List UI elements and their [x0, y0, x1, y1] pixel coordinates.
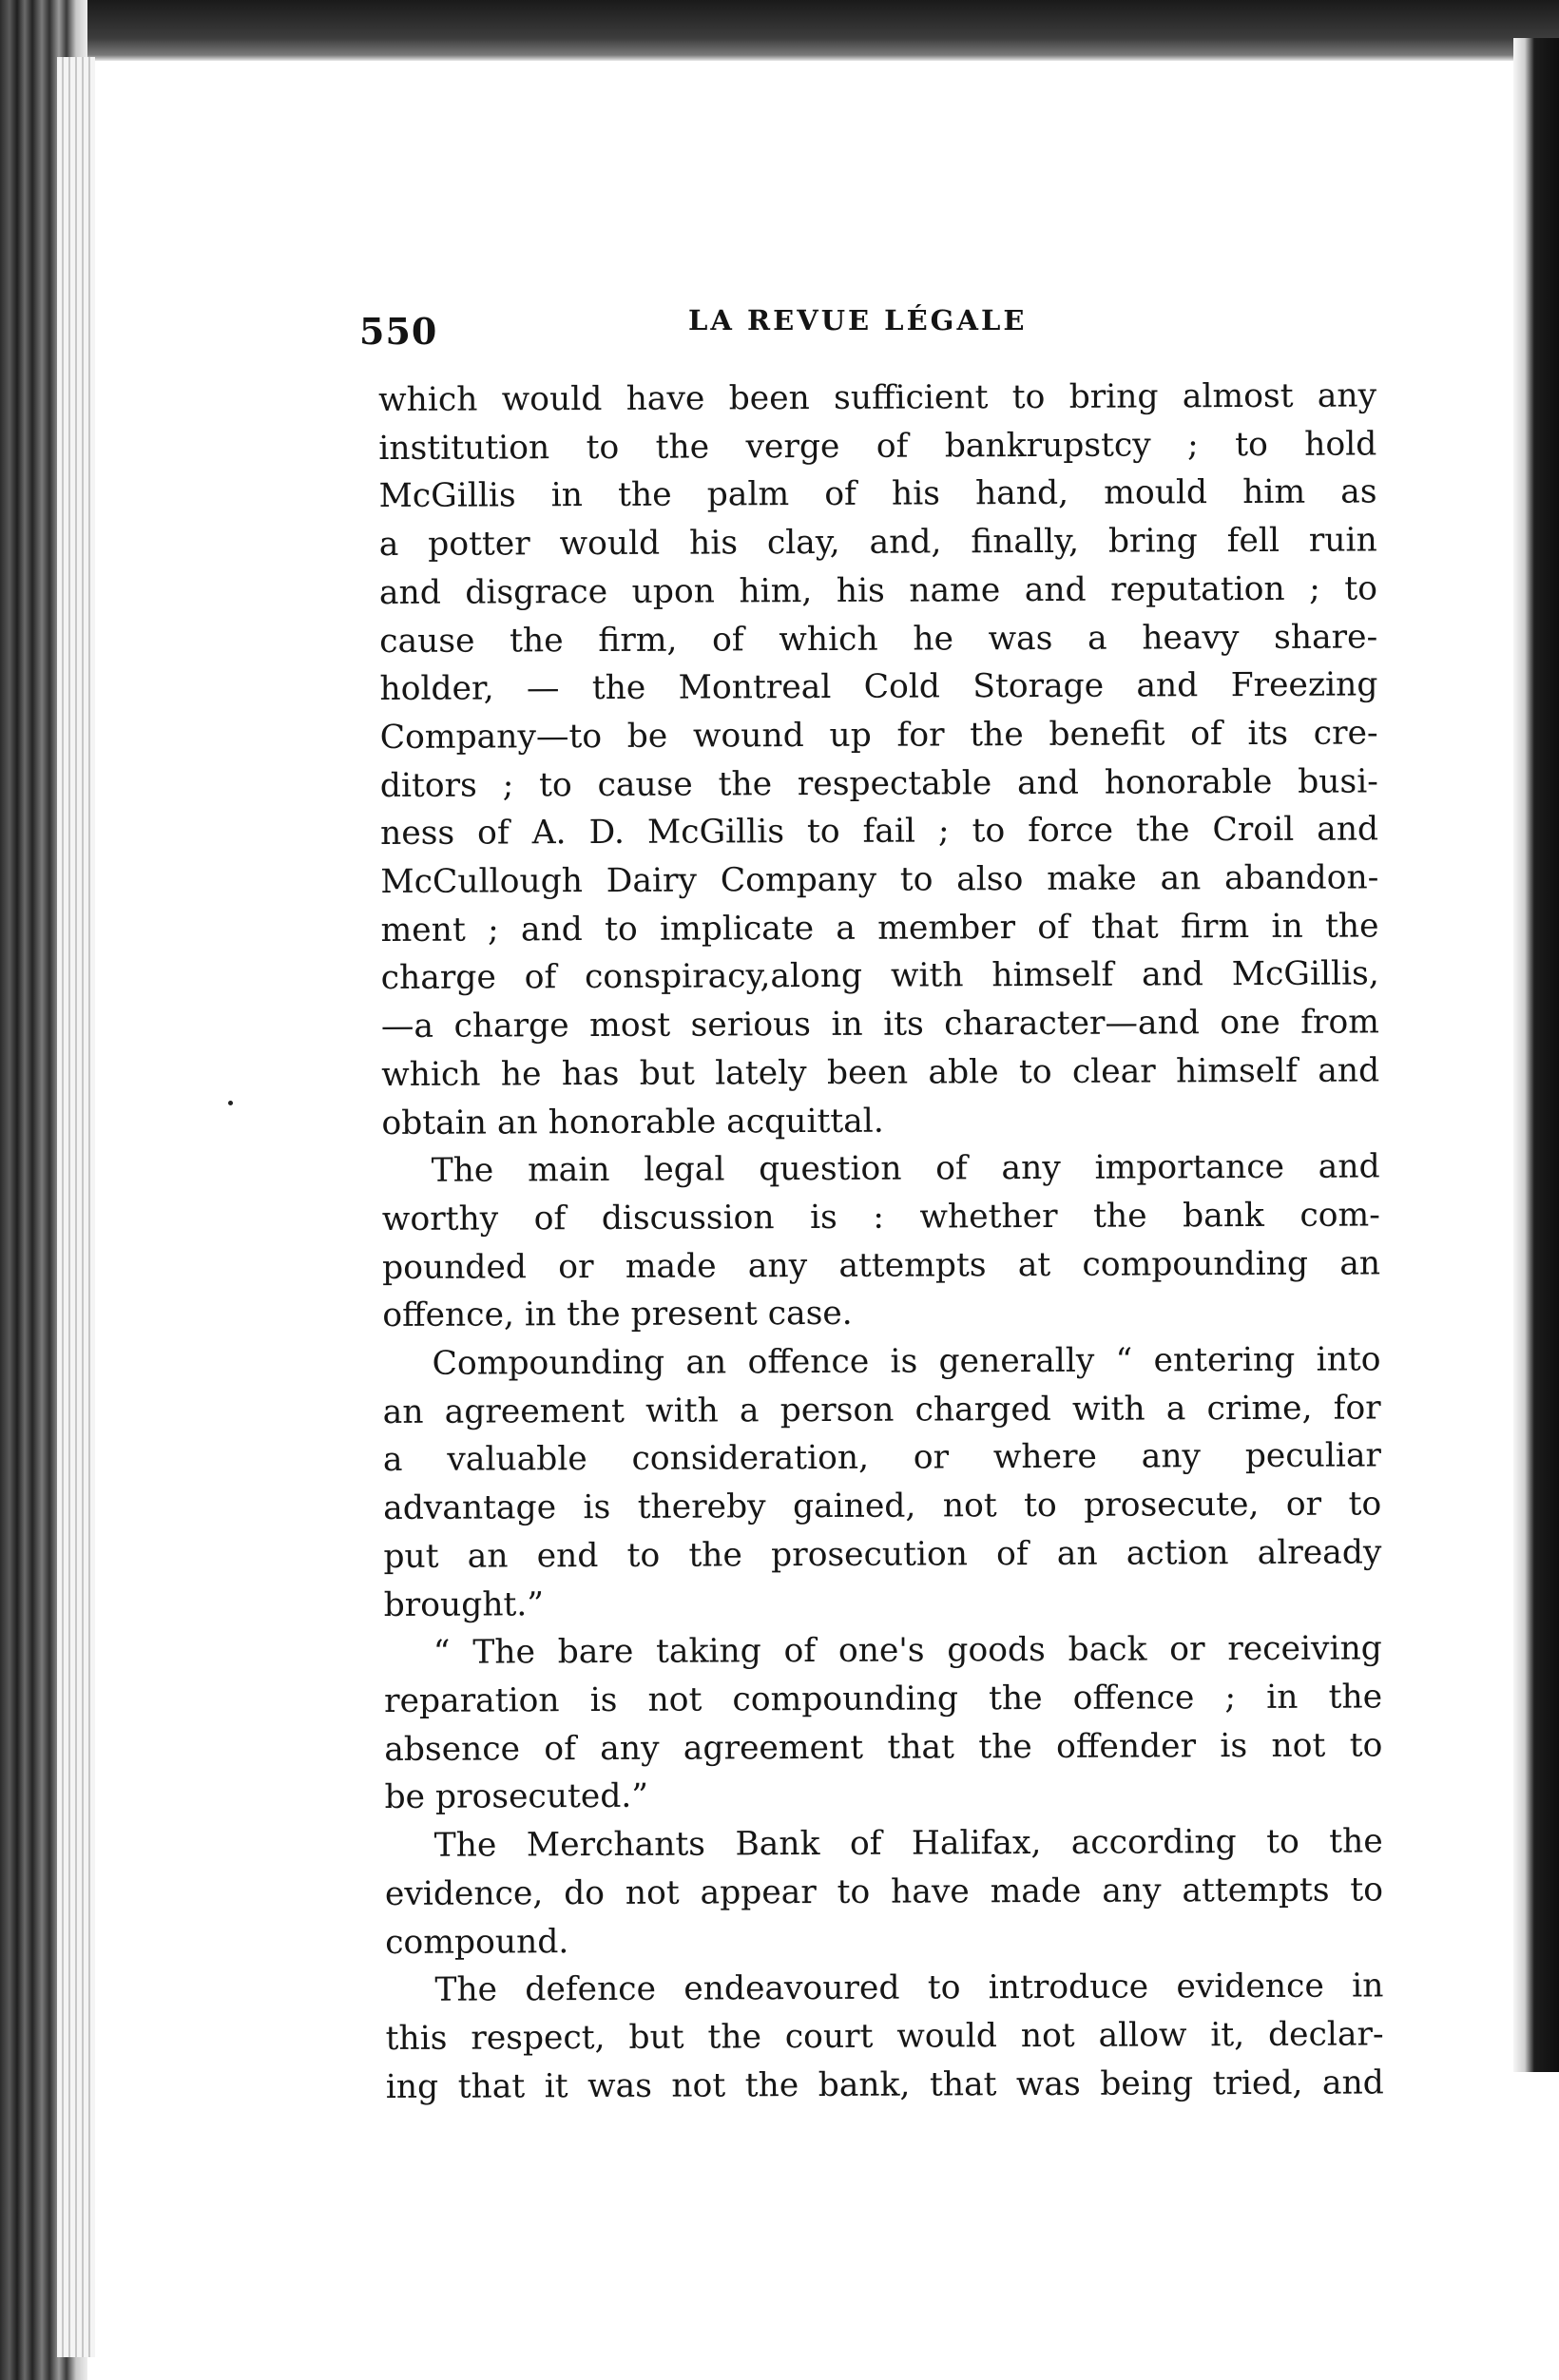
- page-number: 550: [359, 310, 438, 353]
- text-line: obtain an honorable acquittal.: [381, 1102, 884, 1142]
- text-line: ness of A. D. McGillis to fail ; to force the Croil and: [380, 810, 1379, 854]
- text-line: which would have been sufficient to bring almost any: [378, 376, 1377, 419]
- running-head: [359, 297, 1367, 354]
- text-line: ditors ; to cause the respectable and honorable busi-: [379, 762, 1378, 805]
- text-line: Company—to be wound up for the benefit of its cre-: [379, 714, 1378, 757]
- text-line: McCullough Dairy Company to also make an abandon-: [380, 858, 1379, 902]
- text-line: charge of conspiracy,along with himself and McGillis,: [380, 954, 1379, 998]
- text-line: The Merchants Bank of Halifax, according to the: [433, 1822, 1383, 1865]
- text-line: cause the firm, of which he was a heavy share-: [379, 617, 1378, 661]
- text-line: The main legal question of any importance and: [431, 1147, 1380, 1191]
- text-line: this respect, but the court would not allow it, declar-: [385, 2015, 1384, 2058]
- text-line: ing that it was not the bank, that was being tried, and: [385, 2063, 1384, 2106]
- text-line: brought.”: [383, 1584, 545, 1624]
- paragraph: [382, 1143, 1381, 1340]
- paragraph: [378, 372, 1380, 1147]
- paragraph: [384, 1625, 1383, 1822]
- text-line: a potter would his clay, and, finally, bring fell ruin: [378, 521, 1377, 565]
- text-line: —a charge most serious in its character—and one from: [380, 1003, 1380, 1046]
- text-line: offence, in the present case.: [382, 1295, 853, 1335]
- text-line: “ The bare taking of one's goods back or receiving: [433, 1629, 1382, 1673]
- paragraph: [385, 1817, 1384, 1967]
- text-line: McGillis in the palm of his hand, mould him as: [378, 472, 1377, 516]
- book-right-edge: [1513, 38, 1559, 2072]
- text-line: an agreement with a person charged with a crime, for: [382, 1389, 1381, 1431]
- text-line: Compounding an offence is generally “ entering into: [432, 1340, 1381, 1383]
- ink-speck: [228, 1101, 233, 1105]
- text-line: absence of any agreement that the offender is not to: [384, 1726, 1383, 1769]
- text-line: institution to the verge of bankrupstcy ; to hold: [378, 425, 1377, 468]
- text-line: holder, — the Montreal Cold Storage and Freezing: [379, 665, 1378, 709]
- text-line: evidence, do not appear to have made any attempts to: [384, 1871, 1384, 1913]
- paragraph: [385, 1963, 1384, 2112]
- text-line: put an end to the prosecution of an action already: [383, 1533, 1382, 1576]
- text-line: worthy of discussion is : whether the bank com-: [381, 1196, 1380, 1238]
- text-line: a valuable consideration, or where any peculiar: [382, 1436, 1382, 1480]
- page-stack-edges: [57, 57, 95, 2357]
- text-line: advantage is thereby gained, not to prosecute, or to: [383, 1485, 1382, 1528]
- text-line: ment ; and to implicate a member of that firm in the: [380, 907, 1379, 950]
- text-line: be prosecuted.”: [384, 1777, 649, 1817]
- text-line: reparation is not compounding the offence ; in the: [383, 1678, 1383, 1720]
- journal-title: LA REVUE LÉGALE: [688, 304, 1028, 336]
- text-line: compound.: [385, 1922, 569, 1962]
- paragraph: [382, 1335, 1381, 1629]
- body-text: [378, 372, 1384, 2111]
- text-line: The defence endeavoured to introduce evidence in: [434, 1967, 1384, 2009]
- text-line: and disgrace upon him, his name and reputation ; to: [378, 569, 1378, 612]
- book-top-edge: [0, 0, 1559, 61]
- text-line: which he has but lately been able to clear himself and: [381, 1051, 1380, 1094]
- text-line: pounded or made any attempts at compounding an: [382, 1244, 1381, 1287]
